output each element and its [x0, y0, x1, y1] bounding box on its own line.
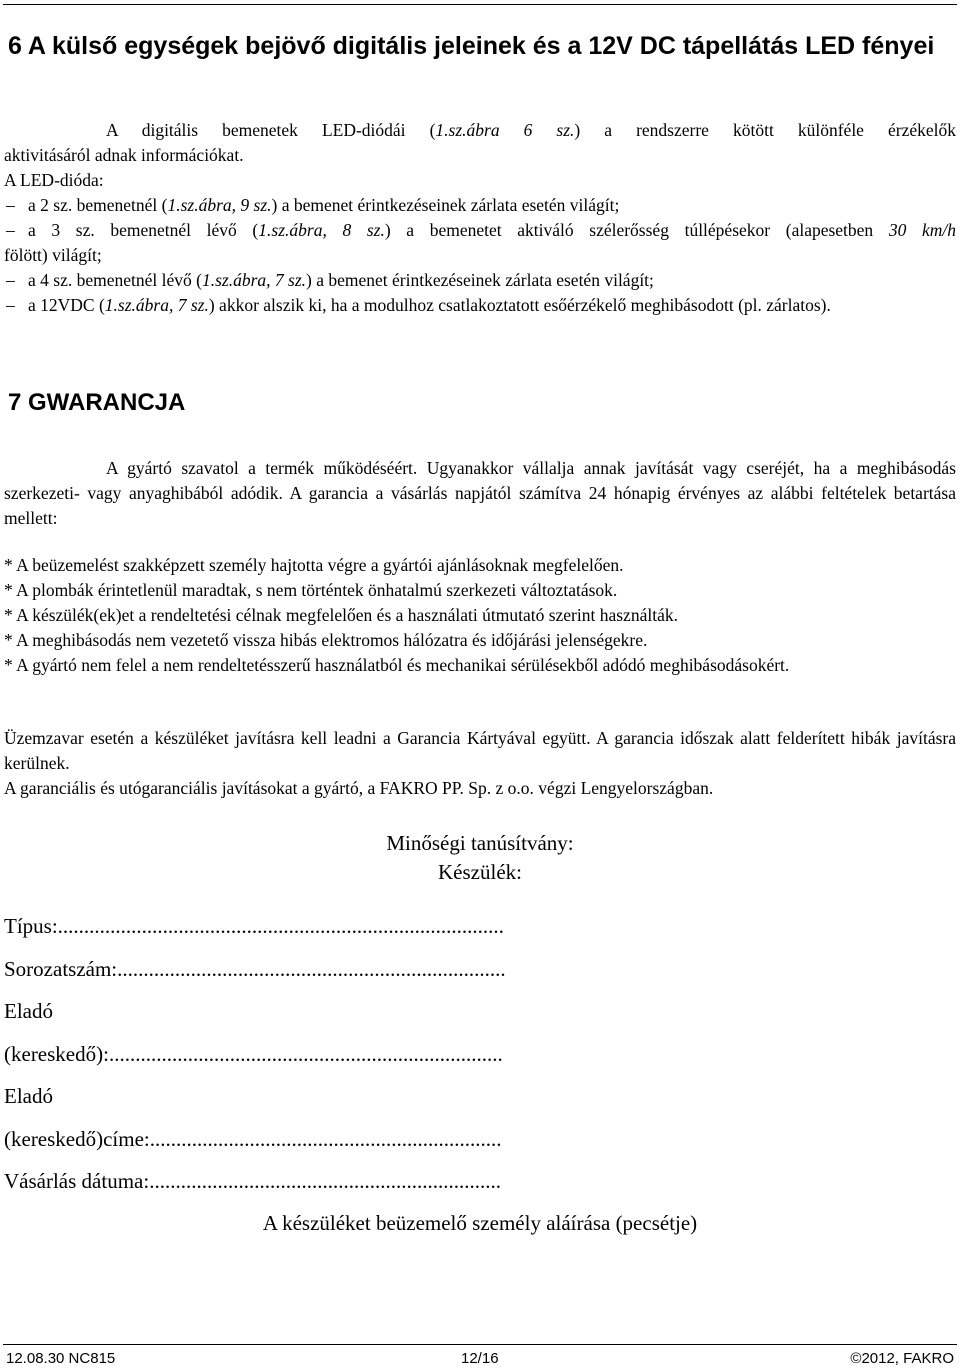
- warranty-conditions: [4, 553, 956, 678]
- footer-page-number: 12/16: [461, 1350, 499, 1367]
- section-7-body: [4, 456, 956, 531]
- top-rule: [3, 4, 957, 5]
- footer-doc-id: 12.08.30 NC815: [6, 1350, 116, 1367]
- field-seller-address: (kereskedő)címe:...................................................................: [4, 1127, 502, 1151]
- condition-item: * A beüzemelést szakképzett személy hajtotta végre a gyártói ajánlásoknak megfelelően.: [4, 555, 624, 575]
- list-item-12vdc: – a 12VDC (1.sz.ábra, 7 sz.) akkor alszik ki, ha a modulhoz csatlakoztatott esőérzékelő meghibásodott (pl. zárlatos).: [6, 295, 831, 315]
- certificate-title: Minőségi tanúsítvány:: [386, 831, 574, 855]
- condition-item: * A meghibásodás nem vezetető vissza hibás elektromos hálózatra és időjárási jelenségekre.: [4, 630, 648, 650]
- condition-item: * A készülék(ek)et a rendeltetési célnak megfelelően és a használati útmutató szerint használták.: [4, 605, 678, 625]
- list-item-input-3-line2: fölött) világít;: [4, 245, 102, 265]
- footer-copyright: ©2012, FAKRO: [850, 1350, 954, 1367]
- intro-paragraph-line2: aktivitásáról adnak információkat.: [4, 145, 244, 165]
- field-seller-address-label: Eladó: [4, 1084, 53, 1108]
- repair-paragraph: A garanciális és utógaranciális javításokat a gyártó, a FAKRO PP. Sp. z o.o. végzi Lengyelországban.: [4, 778, 714, 798]
- section-6-heading: 6 A külső egységek bejövő digitális jeleinek és a 12V DC tápellátás LED fényei: [8, 32, 935, 60]
- intro-paragraph-line1: A digitális bemenetek LED-diódái (1.sz.ábra 6 sz.) a rendszerre kötött különféle érzékelők: [106, 120, 956, 140]
- field-seller-label: Eladó: [4, 999, 53, 1023]
- section-6-body: [4, 118, 956, 318]
- list-item-input-3-line1: – a 3 sz. bemenetnél lévő (1.sz.ábra, 8 sz.) a bemenetet aktiváló szélerősség túllépésekor (alapesetben 30 km/h: [6, 220, 956, 240]
- field-purchase-date: Vásárlás dátuma:...................................................................: [4, 1169, 501, 1193]
- field-type: Típus:.....................................................................................: [4, 914, 504, 938]
- field-seller: (kereskedő):...........................................................................: [4, 1042, 503, 1066]
- certificate-subtitle: Készülék:: [438, 860, 522, 884]
- footer-rule: [3, 1344, 957, 1345]
- signature-line: A készüléket beüzemelő személy aláírása (pecsétje): [262, 1211, 698, 1235]
- condition-item: * A gyártó nem felel a nem rendeltetésszerű használatból és mechanikai sérülésekből adódó meghibásodásokért.: [4, 655, 790, 675]
- list-item-input-4: – a 4 sz. bemenetnél lévő (1.sz.ábra, 7 sz.) a bemenet érintkezéseinek zárlata esetén világít;: [6, 270, 654, 290]
- led-label: A LED-dióda:: [4, 170, 104, 190]
- field-serial-number: Sorozatszám:..........................................................................: [4, 957, 506, 981]
- warranty-paragraph: A gyártó szavatol a termék működéséért. Ugyanakkor vállalja annak javítását vagy cseréjét, ha a meghibásodás szerkezeti- vagy anyaghibából adódik. A garancia a vásárlás napjától számítva 24 hónapig érvényes az alábbi feltételek betartása mellett:: [4, 458, 956, 528]
- section-7-heading: 7 GWARANCJA: [8, 389, 186, 416]
- condition-item: * A plombák érintetlenül maradtak, s nem történtek önhatalmú szerkezeti változtatások.: [4, 580, 618, 600]
- list-item-input-2: – a 2 sz. bemenetnél (1.sz.ábra, 9 sz.) a bemenet érintkezéseinek zárlata esetén világít;: [6, 195, 620, 215]
- malfunction-paragraph: Üzemzavar esetén a készüléket javításra kell leadni a Garancia Kártyával együtt. A garancia időszak alatt felderített hibák javításra kerülnek. A garanciális és utógaranciális javításokat a gyártó, a FAKRO PP. Sp. z o.o. végzi Lengyelországban.: [4, 726, 956, 801]
